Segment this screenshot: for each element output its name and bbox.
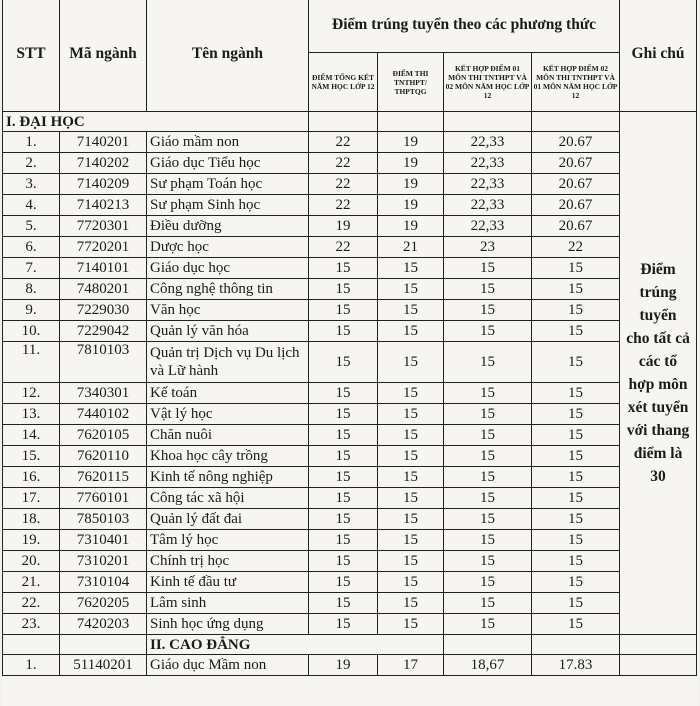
row-ten-nganh: Tâm lý học [147,530,309,551]
row-score-method-3: 23 [444,237,532,258]
row-ten-nganh: Quản trị Dịch vụ Du lịch và Lữ hành [147,342,309,383]
row-ten-nganh: Kinh tế nông nghiệp [147,467,309,488]
row-ten-nganh: Chăn nuôi [147,425,309,446]
row-stt: 22. [3,593,60,614]
row-score-method-4: 22 [532,237,620,258]
row-ten-nganh: Giáo dục học [147,258,309,279]
row-score-method-1: 15 [309,258,378,279]
row-ma-nganh: 7340301 [60,383,147,404]
row-score-method-1: 15 [309,300,378,321]
row-score-method-4: 15 [532,404,620,425]
row-stt: 17. [3,488,60,509]
row-score-method-4: 20.67 [532,195,620,216]
row-score-method-3: 22,33 [444,174,532,195]
row-score-method-4: 15 [532,383,620,404]
table-row [3,530,697,551]
row-ma-nganh: 7229042 [60,321,147,342]
row-score-method-2: 15 [378,530,444,551]
row-score-method-1: 22 [309,195,378,216]
note-cell: Điểm trúng tuyển cho tất cả các tổ hợp môn xét tuyển với thang điểm là 30 [620,112,697,635]
table-body [3,112,697,676]
row-ten-nganh: Chính trị học [147,551,309,572]
row-ten-nganh: Sinh học ứng dụng [147,614,309,635]
row-score-method-1: 22 [309,132,378,153]
row-score-method-2: 19 [378,216,444,237]
row-score-method-4: 20.67 [532,174,620,195]
row-ma-nganh: 7310104 [60,572,147,593]
row-score-method-2: 15 [378,509,444,530]
row-score-method-3: 15 [444,258,532,279]
table-row [3,174,697,195]
row-score-method-2: 19 [378,174,444,195]
row-stt: 8. [3,279,60,300]
row-ma-nganh: 7440102 [60,404,147,425]
row-score-method-4: 20.67 [532,132,620,153]
row-ma-nganh: 7760101 [60,488,147,509]
row-score-method-3: 15 [444,425,532,446]
row-score-method-1: 15 [309,404,378,425]
row-score-method-1: 15 [309,488,378,509]
section-row-cao-dang [3,635,697,655]
row-score-method-2: 21 [378,237,444,258]
row-ten-nganh: Khoa học cây trồng [147,446,309,467]
row-ten-nganh: Kinh tế đầu tư [147,572,309,593]
row-score-method-3: 15 [444,383,532,404]
row-stt: 21. [3,572,60,593]
row-score-method-4: 15 [532,488,620,509]
row-score-method-3: 15 [444,279,532,300]
header-method-2: ĐIỂM THI TNTHPT/ THPTQG [378,53,444,112]
row-ten-nganh: Kế toán [147,383,309,404]
row-ma-nganh: 7140202 [60,153,147,174]
row-score-method-3: 15 [444,593,532,614]
row-ten-nganh: Công nghệ thông tin [147,279,309,300]
table-row [3,404,697,425]
row-ten-nganh: Điều dưỡng [147,216,309,237]
table-row [3,132,697,153]
row-score-method-3: 15 [444,572,532,593]
row-ma-nganh: 7810103 [60,342,147,383]
table-row [3,342,697,383]
header-method-1: ĐIỂM TỔNG KẾT NĂM HỌC LỚP 12 [309,53,378,112]
row-score-method-3: 18,67 [444,655,532,676]
row-ma-nganh: 7140101 [60,258,147,279]
row-ten-nganh: Quản lý đất đai [147,509,309,530]
row-score-method-4: 15 [532,446,620,467]
row-ten-nganh: Dược học [147,237,309,258]
row-stt: 9. [3,300,60,321]
row-score-method-2: 15 [378,572,444,593]
row-score-method-1: 19 [309,655,378,676]
row-score-method-3: 15 [444,342,532,383]
row-ma-nganh: 7620205 [60,593,147,614]
row-score-method-2: 15 [378,425,444,446]
header-method-4: KẾT HỢP ĐIỂM 02 MÔN THI TNTHPT VÀ 01 MÔN NĂM HỌC LỚP 12 [532,53,620,112]
section-row-dai-hoc [3,112,697,132]
row-score-method-3: 15 [444,300,532,321]
row-score-method-2: 19 [378,132,444,153]
table-row [3,279,697,300]
row-score-method-4: 15 [532,572,620,593]
row-score-method-3: 22,33 [444,195,532,216]
row-score-method-2: 15 [378,446,444,467]
row-score-method-2: 15 [378,321,444,342]
row-score-method-4: 15 [532,279,620,300]
row-stt: 11. [3,342,60,383]
row-score-method-1: 15 [309,279,378,300]
row-score-method-1: 15 [309,383,378,404]
row-ma-nganh: 51140201 [60,655,147,676]
row-score-method-3: 15 [444,551,532,572]
row-score-method-3: 15 [444,530,532,551]
row-score-method-1: 15 [309,572,378,593]
row-stt: 2. [3,153,60,174]
row-stt: 12. [3,383,60,404]
row-ten-nganh: Sư phạm Sinh học [147,195,309,216]
row-score-method-2: 19 [378,153,444,174]
row-ma-nganh: 7140201 [60,132,147,153]
admission-score-table-page [2,0,698,706]
row-score-method-4: 15 [532,342,620,383]
admission-score-table [2,0,697,676]
row-score-method-1: 15 [309,551,378,572]
table-row [3,614,697,635]
row-score-method-4: 15 [532,509,620,530]
table-row [3,425,697,446]
row-score-method-2: 15 [378,404,444,425]
header-ten-nganh: Tên ngành [147,0,309,112]
row-score-method-1: 22 [309,174,378,195]
row-ten-nganh: Sư phạm Toán học [147,174,309,195]
table-row [3,572,697,593]
row-score-method-1: 15 [309,509,378,530]
row-stt: 7. [3,258,60,279]
row-ten-nganh: Lâm sinh [147,593,309,614]
row-ma-nganh: 7720201 [60,237,147,258]
table-row [3,593,697,614]
row-stt: 18. [3,509,60,530]
row-stt: 6. [3,237,60,258]
row-ma-nganh: 7140209 [60,174,147,195]
row-score-method-4: 15 [532,551,620,572]
row-score-method-3: 15 [444,614,532,635]
row-score-method-4: 20.67 [532,216,620,237]
row-score-method-2: 15 [378,467,444,488]
row-stt: 13. [3,404,60,425]
table-row [3,655,697,676]
row-stt: 19. [3,530,60,551]
row-ma-nganh: 7420203 [60,614,147,635]
row-stt: 5. [3,216,60,237]
table-row [3,446,697,467]
table-row [3,216,697,237]
table-row [3,551,697,572]
row-score-method-1: 22 [309,153,378,174]
row-stt: 16. [3,467,60,488]
row-score-method-3: 15 [444,509,532,530]
row-ten-nganh: Công tác xã hội [147,488,309,509]
header-ma-nganh: Mã ngành [60,0,147,112]
row-ma-nganh: 7620110 [60,446,147,467]
row-score-method-2: 15 [378,258,444,279]
row-stt: 10. [3,321,60,342]
row-score-method-2: 15 [378,342,444,383]
row-score-method-3: 15 [444,467,532,488]
row-ma-nganh: 7229030 [60,300,147,321]
table-row [3,488,697,509]
row-stt: 15. [3,446,60,467]
row-score-method-1: 22 [309,237,378,258]
row-score-method-1: 19 [309,216,378,237]
row-ten-nganh: Quản lý văn hóa [147,321,309,342]
section-title-dai-hoc: I. ĐẠI HỌC [3,112,309,132]
row-ten-nganh: Giáo dục Tiểu học [147,153,309,174]
table-row [3,258,697,279]
table-row [3,237,697,258]
table-row [3,467,697,488]
row-ma-nganh: 7620105 [60,425,147,446]
row-score-method-1: 15 [309,593,378,614]
table-row [3,195,697,216]
row-score-method-1: 15 [309,425,378,446]
row-stt: 1. [3,655,60,676]
row-score-method-4: 15 [532,467,620,488]
row-stt: 14. [3,425,60,446]
row-ten-nganh: Giáo mầm non [147,132,309,153]
table-row [3,383,697,404]
table-row [3,509,697,530]
section-title-cao-dang: II. CAO ĐẲNG [147,635,444,655]
row-score-method-1: 15 [309,530,378,551]
row-score-method-3: 15 [444,404,532,425]
table-row [3,153,697,174]
row-ma-nganh: 7850103 [60,509,147,530]
row-score-method-2: 15 [378,593,444,614]
row-score-method-4: 15 [532,321,620,342]
row-score-method-4: 15 [532,258,620,279]
row-score-method-3: 15 [444,321,532,342]
row-score-method-1: 15 [309,342,378,383]
row-score-method-2: 15 [378,300,444,321]
row-score-method-1: 15 [309,614,378,635]
row-score-method-2: 15 [378,551,444,572]
row-score-method-2: 19 [378,195,444,216]
row-score-method-4: 15 [532,300,620,321]
row-ma-nganh: 7310201 [60,551,147,572]
row-score-method-1: 15 [309,467,378,488]
row-ten-nganh: Giáo dục Mầm non [147,655,309,676]
row-score-method-3: 15 [444,446,532,467]
row-stt: 1. [3,132,60,153]
table-row [3,300,697,321]
row-ma-nganh: 7480201 [60,279,147,300]
row-score-method-4: 20.67 [532,153,620,174]
header-method-3: KẾT HỢP ĐIỂM 01 MÔN THI TNTHPT VÀ 02 MÔN NĂM HỌC LỚP 12 [444,53,532,112]
row-ma-nganh: 7140213 [60,195,147,216]
row-score-method-4: 15 [532,614,620,635]
row-score-method-2: 15 [378,383,444,404]
row-ma-nganh: 7310401 [60,530,147,551]
row-score-method-2: 15 [378,279,444,300]
row-score-method-3: 15 [444,488,532,509]
row-score-method-1: 15 [309,446,378,467]
row-ma-nganh: 7620115 [60,467,147,488]
row-stt: 20. [3,551,60,572]
row-ten-nganh: Văn học [147,300,309,321]
row-score-method-1: 15 [309,321,378,342]
row-stt: 3. [3,174,60,195]
row-score-method-3: 22,33 [444,132,532,153]
row-score-method-4: 15 [532,425,620,446]
row-ma-nganh: 7720301 [60,216,147,237]
header-ghi-chu: Ghi chú [620,0,697,112]
row-score-method-3: 22,33 [444,153,532,174]
table-row [3,321,697,342]
row-score-method-4: 17.83 [532,655,620,676]
header-stt: STT [3,0,60,112]
row-score-method-4: 15 [532,530,620,551]
header-phuong-thuc: Điểm trúng tuyển theo các phương thức [309,0,620,53]
row-score-method-2: 15 [378,614,444,635]
row-score-method-2: 17 [378,655,444,676]
row-score-method-3: 22,33 [444,216,532,237]
row-score-method-4: 15 [532,593,620,614]
row-score-method-2: 15 [378,488,444,509]
row-ten-nganh: Vật lý học [147,404,309,425]
row-stt: 4. [3,195,60,216]
row-stt: 23. [3,614,60,635]
